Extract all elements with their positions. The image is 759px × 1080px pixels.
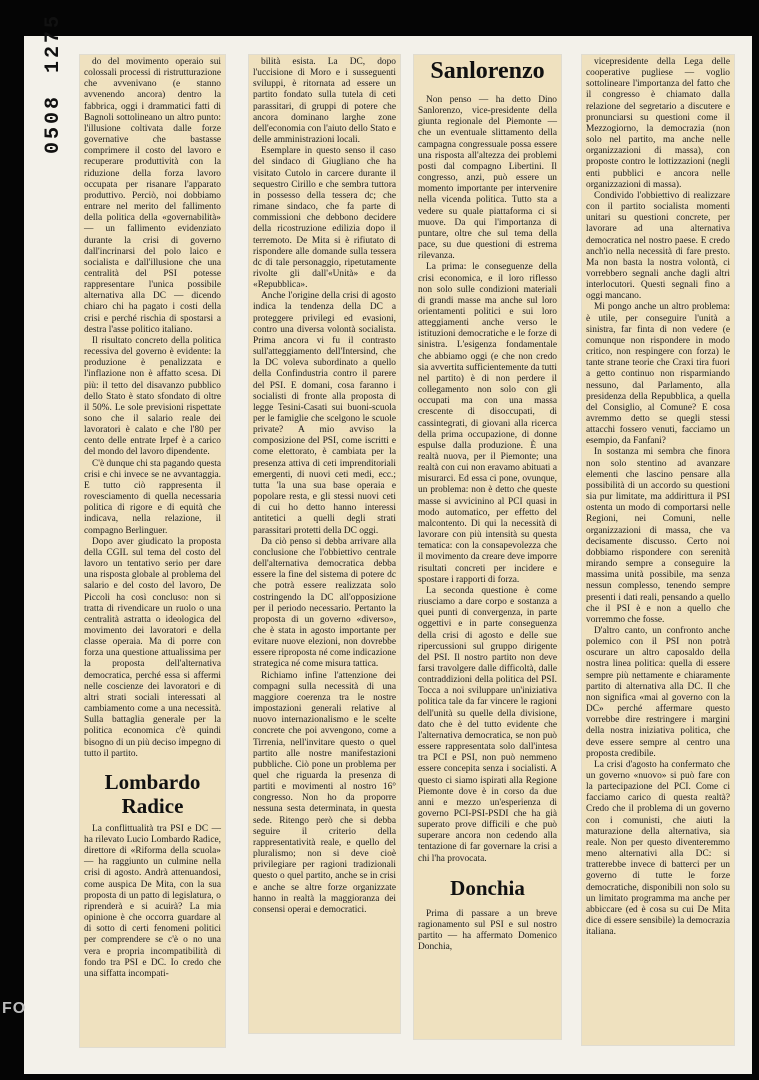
article-paragraph: Il risultato concreto della politica recessiva del governo è evidente: la produzione è penalizzata e l'inflazione non è affatto scesa. Di più: il tetto del disavanzo pubblico dello Stato è stato sfondato di oltre il 50%. Le sole previsioni rispettate sono che il salario reale dei lavoratori è calato e che l'80 per cento delle entrate Irpef è a carico del mondo del lavoro dipendente. <box>84 335 221 458</box>
section-heading: Sanlorenzo <box>430 58 545 84</box>
section-heading: Donchia <box>450 875 525 900</box>
article-column-4 <box>582 55 734 1045</box>
article-column-2 <box>249 55 400 1033</box>
article-paragraph: Condivido l'obbiettivo di realizzare con il partito socialista momenti unitari su questioni concrete, per lavorare ad una alternativa democratica nel nostro paese. E credo anch'io nella necessità di fare presto. Ma non basta la nostra volontà, ci vorrebbero segnali anche dagli altri interlocutori. Questi segnali fino a oggi mancano. <box>586 190 730 302</box>
article-column-3 <box>414 55 561 1039</box>
article-paragraph: La prima: le conseguenze della crisi economica, e il loro riflesso non solo sulle condizioni materiali di grandi masse ma anche sul loro orientamenti politici e sui loro atteggiamenti anche verso le istituzioni democratiche e le forze di sinistra. L'esigenza fondamentale che abbiamo oggi (e che non credo sia avvertita sufficientemente da tutti nel partito) è di non perdere il collegamento non solo con gli occupati ma con una massa crescente di disoccupati, di cassintegrati, di giovani alla ricerca della prima occupazione, di donne espulse dalla produzione. È una realtà nuova, per il Piemonte; una realtà con cui non eravamo abituati a misurarci. Ed essa ci pone, ovunque, un problema: non è detto che queste masse si avvicinino al PCI quasi in modo automatico, per effetto del malcontento. Di qui la necessità di lavorare con più intensità su questa tematica: con la consapevolezza che il movimento da creare deve imporre risultati concreti per incidere e spostare i rapporti di forza. <box>418 262 557 585</box>
article-paragraph: Non penso — ha detto Dino Sanlorenzo, vice-presidente della giunta regionale del Piemonte — che un eventuale slittamento della campagna congressuale possa essere una risposta all'altezza dei problemi posti dal compagno Libertini. Il congresso, anzi, può essere un momento importante per intervenire nella vicenda politica. Tutto sta a vedere su quale piattaforma ci si muove. Da qui l'importanza di puntare, oltre che sul tema della pace, su due questioni di estrema rilevanza. <box>418 95 557 262</box>
watermark-text: FO <box>2 1000 27 1017</box>
article-paragraph: La conflittualità tra PSI e DC — ha rilevato Lucio Lombardo Radice, direttore di «Riforma della scuola» — ha raggiunto un culmine nella crisi di agosto. Andrà attenuandosi, come auspica De Mita, con la sua proposta di un patto di legislatura, o riprenderà e si acuirà? La mia opinione è che occorra guardare al di sotto di certi fenomeni politici per comprendere se c'è o no una vera e propria incompatibilità di fondo tra PSI e DC. Io credo che una siffatta incompati- <box>84 823 221 979</box>
article-paragraph: Da ciò penso si debba arrivare alla conclusione che l'obbiettivo centrale dell'alternativa democratica debba essere la fine del sistema di potere dc che potrà essere realizzata solo costringendo la DC all'opposizione per il periodo necessario. Pertanto la proposta di un governo «diverso», che è stata in agosto importante per evitare nuove elezioni, non dovrebbe essere riproposta né come indicazione strategica né come misura tattica. <box>253 536 396 670</box>
archive-code-left: 0508 <box>42 93 65 154</box>
article-paragraph: Dopo aver giudicato la proposta della CGIL sul tema del costo del lavoro un tentativo serio per dare una risposta globale al problema del salario e del costo del lavoro, De Piccoli ha così concluso: non si tratta di rivendicare un ruolo o una centralità astratta o ideologica del movimento dei lavoratori e della classe operaia. Ma di porre con forza una questione attualissima per la proposta dell'alternativa democratica, perché essa si affermi nelle coscienze dei lavoratori e di altri strati sociali interessati al cambiamento come a una necessità. Sulla battaglia generale per la politica economica c'è quindi bisogno di un più deciso impegno di tutto il partito. <box>84 536 221 759</box>
section-heading: Lombardo Radice <box>104 769 201 818</box>
article-column-1 <box>80 55 225 1047</box>
article-paragraph: Richiamo infine l'attenzione dei compagni sulla necessità di una maggiore coerenza tra le nostre impostazioni generali relative al nuovo internazionalismo e le scelte concrete che poi avvengono, come a Tirrenia, nell'invitare questo o quel partito alle nostre manifestazioni pubbliche. Ciò pone un problema per quel che riguarda la presenza di partiti e movimenti al nostro 16° congresso. Non ho da proporre nessuna sesta determinata, in questa sede. Ritengo però che si debba seguire il criterio della rappresentatività reale, e quello del pluralismo; non si deve cioè privilegiare per ragioni tradizionali questo o quel partito, anche se in crisi e anche se altre forze organizzate hanno in realtà la maggioranza dei consensi operai e democratici. <box>253 670 396 915</box>
archive-code-right: 1275 <box>42 12 65 73</box>
article-paragraph: In sostanza mi sembra che finora non solo stentino ad avanzare elementi che lascino pensare alla possibilità di un accordo su questioni sia pur limitate, ma addirittura il PSI ostenta un modo di comportarsi nelle Regioni, nei Comuni, nelle organizzazioni di massa, che va decisamente discusso. Certo noi dobbiamo rispondere con serenità mirando sempre a conseguire la massima unità possibile, ma senza nessun complesso, tenendo sempre presenti i dati reali, pensando a quello che il PSI è e non a quello che vorremmo che fosse. <box>586 447 730 625</box>
article-paragraph: C'è dunque chi sta pagando questa crisi e chi invece se ne avvantaggia. E tutto ciò rappresenta il rovesciamento di quella necessaria politica di rigore e di equità che indicava, nella relazione, il compagno Berlinguer. <box>84 458 221 536</box>
archive-code <box>42 13 65 160</box>
article-paragraph: do del movimento operaio sui colossali processi di ristrutturazione che avvenivano (e stanno avvenendo ancora) dentro la fabbrica, oggi i drammatici fatti di Bagnoli sottolineano un altro punto: l'illusione coltivata dalle forze governative che bastasse comprimere il costo del lavoro e recuperare produttività con la riduzione della forza lavoro occupata per risanare l'apparato produttivo. Perciò, noi dobbiamo entrare nel merito del fallimento della politica della «governabilità» — un fallimento evidenziato durante la crisi di governo dall'incrinarsi del polo laico e socialista e dall'illusione che una centralità del PSI potesse rappresentare l'unica possibile alternativa alla DC — dicendo chiaro chi ha pagato i costi della crisi e perché rischia di spostarsi a destra l'asse politico italiano. <box>84 57 221 335</box>
article-paragraph: D'altro canto, un confronto anche polemico con il PSI non potrà oscurare un altro caposaldo della nostra linea politica: quella di essere sempre più nettamente e chiaramente partito di alternativa alla DC. Il che non significa «mai al governo con la DC» perché affermare questo vorrebbe dire restringere i margini della nostra iniziativa politica, che deve essere sempre al centro una proposta credibile. <box>586 625 730 759</box>
article-paragraph: Prima di passare a un breve ragionamento sul PSI e sul nostro partito — ha affermato Domenico Donchia, <box>418 908 557 953</box>
article-paragraph: Anche l'origine della crisi di agosto indica la tendenza della DC a proteggere privilegi ed evasioni, contro una diversa volontà socialista. Prima ancora vi fu il contrasto sull'atteggiamento dell'Intersind, che la DC voleva subordinato a quello della Confindustria contro il parere del PSI. E domani, cosa faranno i socialisti di fronte alla proposta di legge Tesini-Casati sui buoni-scuola per le famiglie che scelgono le scuole private? A mio avviso la composizione del PSI, come iscritti e come elettorato, è cambiata per la presenza attiva di ceti imprenditoriali emergenti, di nuovi ceti medi, ecc.; tutta 'la una sua base operaia e popolare resta, e gli stessi nuovi ceti di cui ho detto hanno interessi antitetici a quelli degli strati parassitari protetti della DC oggi. <box>253 291 396 536</box>
article-paragraph: Mi pongo anche un altro problema: è utile, per conseguire l'unità a sinistra, far finta di non vedere (e comunque non rispondere in modo critico, non respingere con forza) le tante strane teorie che Craxi tira fuori a getto continuo non risparmiando nessuno, dal Parlamento, alla presidenza della Repubblica, a quella del Consiglio, al Comune? E cosa avremmo detto se quegli stessi attacchi fossero venuti, facciamo un esempio, da Fanfani? <box>586 302 730 447</box>
article-paragraph: La crisi d'agosto ha confermato che un governo «nuovo» si può fare con la partecipazione del PCI. Come ci facciamo carico di questa realtà? Credo che il problema di un governo con i comunisti, che aiuti la maturazione della alternativa, sia reale. Non per questo diventeremmo meno alternativi alla DC: si tratterebbe invece di batterci per un governo di tutte le forze democratiche, disponibili non solo su un limitato programma ma anche per abbiccare (ed è cosa su cui De Mita dice di essere sensibile) la democrazia italiana. <box>586 759 730 938</box>
article-paragraph: Esemplare in questo senso il caso del sindaco di Giugliano che ha visitato Cutolo in carcere durante il sequestro Cirillo e che sembra tuttora in possesso della tessera dc; che rimane sindaco, che fa parte di commissioni che debbono decidere della ricostruzione edilizia dopo il terremoto. De Mita si è rifiutato di rispondere alle domande sulla tessera dc di tale personaggio, ripetutamente rivolte gli dall'«Unità» e da «Repubblica». <box>253 146 396 291</box>
article-paragraph: vicepresidente della Lega delle cooperative pugliese — voglio sottolineare l'importanza del fatto che il congresso è chiamato dalla relazione del segretario a discutere e pronunciarsi su questioni come il Mezzogiorno, la democrazia (non solo nel partito, ma anche nelle organizzazioni di massa), con proposte contro le lottizzazioni (negli enti pubblici e ancora nelle organizzazioni di massa). <box>586 57 730 190</box>
article-paragraph: La seconda questione è come riusciamo a dare corpo e sostanza a quei punti di convergenza, in parte oggettivi e in parte conseguenza della crisi di agosto e delle sue ripercussioni sul gruppo dirigente del PSI. Il nostro partito non deve farsi travolgere dalle difficoltà, dalle contraddizioni della politica del PSI. Tocca a noi sviluppare un'iniziativa politica tale da far vincere le ragioni dell'unità su quelle della divisione, dato che è del tutto evidente che l'alternativa democratica, se non può essere rappresentata solo dall'intesa tra PCI e PSI, non può nemmeno essere concepita senza i socialisti. A questo ci siamo ispirati alla Regione Piemonte dove è in corso da due anni e mezzo un'esperienza di governo PCI-PSI-PSDI che ha già superato prove difficili e che può superare ancora non cedendo alla tentazione di far governare la crisi a chi l'ha provocata. <box>418 585 557 864</box>
article-paragraph: bilità esista. La DC, dopo l'uccisione di Moro e i susseguenti sviluppi, è ritornata ad essere un partito fondato sulla tutela di ceti parassitari, di gruppi di potere che ancora dominano larghe zone dell'economia con l'aiuto dello Stato e delle amministrazioni locali. <box>253 57 396 146</box>
